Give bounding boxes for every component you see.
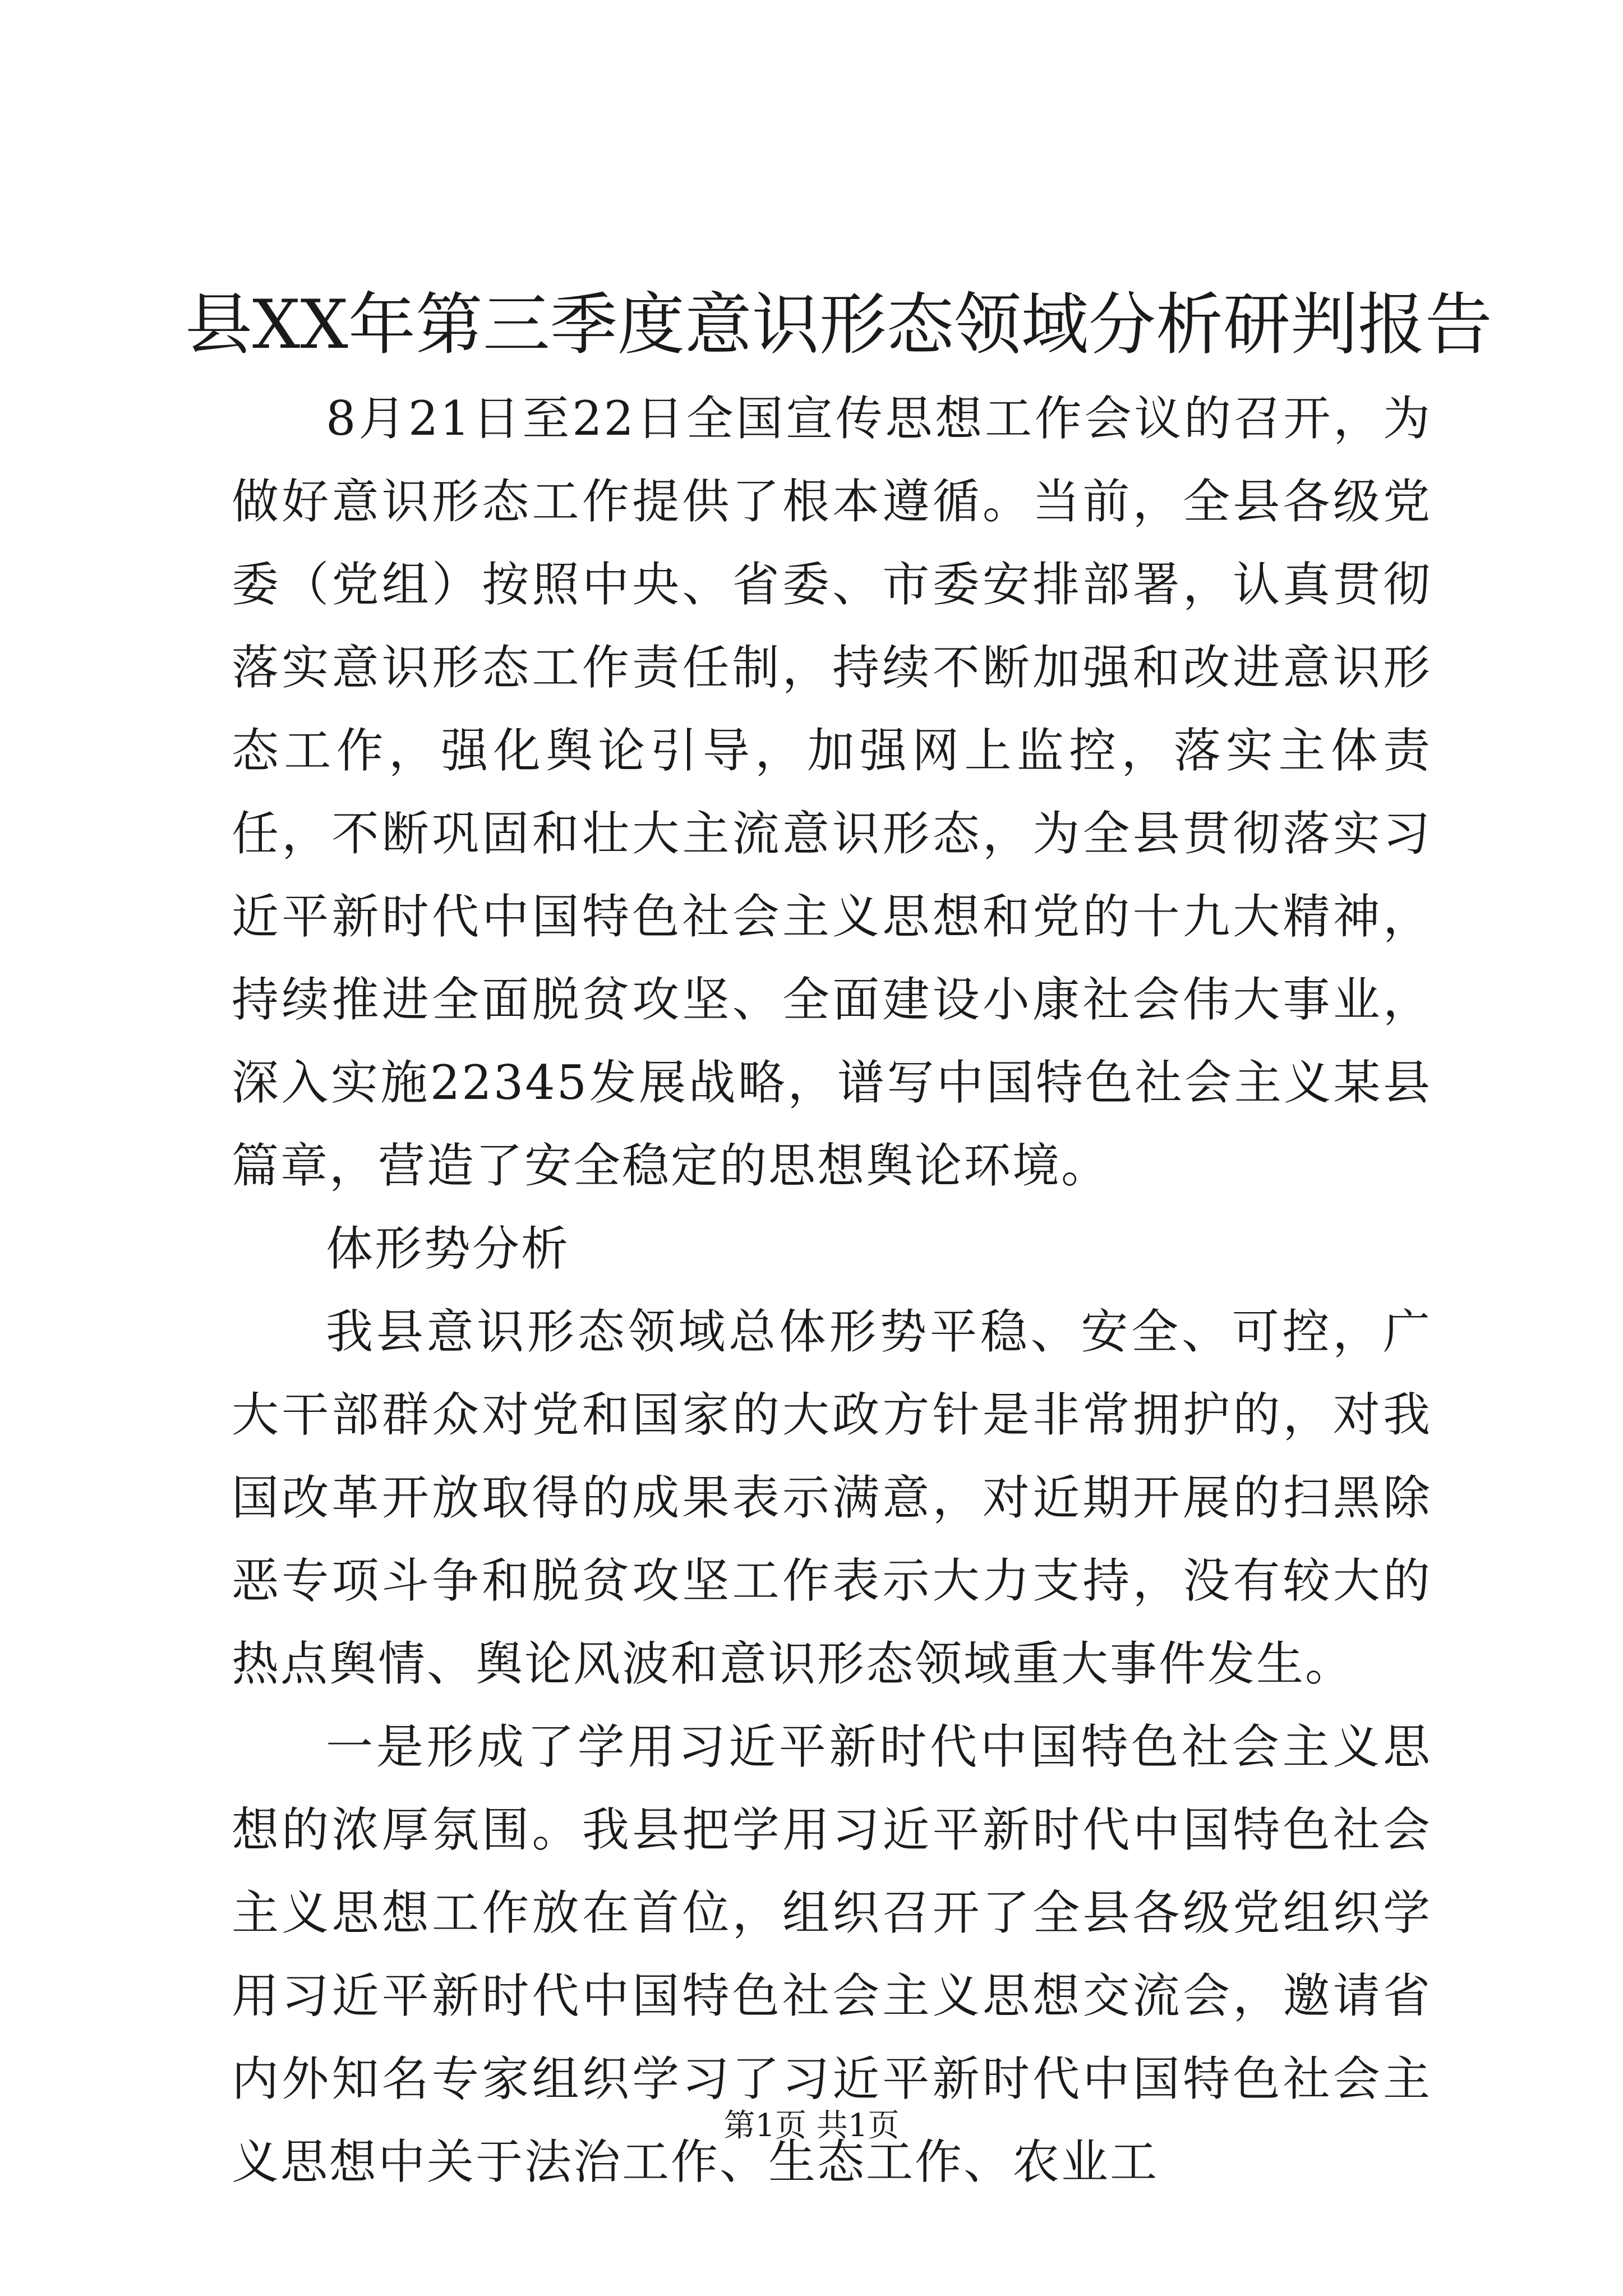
section-heading: 体形势分析: [326, 1221, 570, 1276]
document-title: 县XX年第三季度意识形态领域分析研判报告: [185, 286, 1492, 364]
page-number-footer: 第1页 共1页: [723, 2108, 900, 2144]
paragraph-point-one: 一是形成了学用习近平新时代中国特色社会主义思想的浓厚氛围。我县把学用习近平新时代中国特色社会主义思想工作放在首位，组织召开了全县各级党组织学用习近平新时代中国特色社会主义思想交流会，邀请省内外知名专家组织学习了习近平新时代中国特色社会主义思想中关于法治工作、生态工作、农业工: [232, 1719, 1432, 2189]
paragraph-overall-situation: 我县意识形态领域总体形势平稳、安全、可控，广大干部群众对党和国家的大政方针是非常拥护的，对我国改革开放取得的成果表示满意，对近期开展的扫黑除恶专项斗争和脱贫攻坚工作表示大力支持，没有较大的热点舆情、舆论风波和意识形态领域重大事件发生。: [232, 1304, 1432, 1691]
document-body: [232, 377, 1432, 2203]
paragraph-intro: 8月21日至22日全国宣传思想工作会议的召开，为做好意识形态工作提供了根本遵循。当前，全县各级党委（党组）按照中央、省委、市委安排部署，认真贯彻落实意识形态工作责任制，持续不断加强和改进意识形态工作，强化舆论引导，加强网上监控，落实主体责任，不断巩固和壮大主流意识形态，为全县贯彻落实习近平新时代中国特色社会主义思想和党的十九大精神，持续推进全面脱贫攻坚、全面建设小康社会伟大事业，深入实施22345发展战略，谱写中国特色社会主义某县篇章，营造了安全稳定的思想舆论环境。: [232, 391, 1432, 1193]
